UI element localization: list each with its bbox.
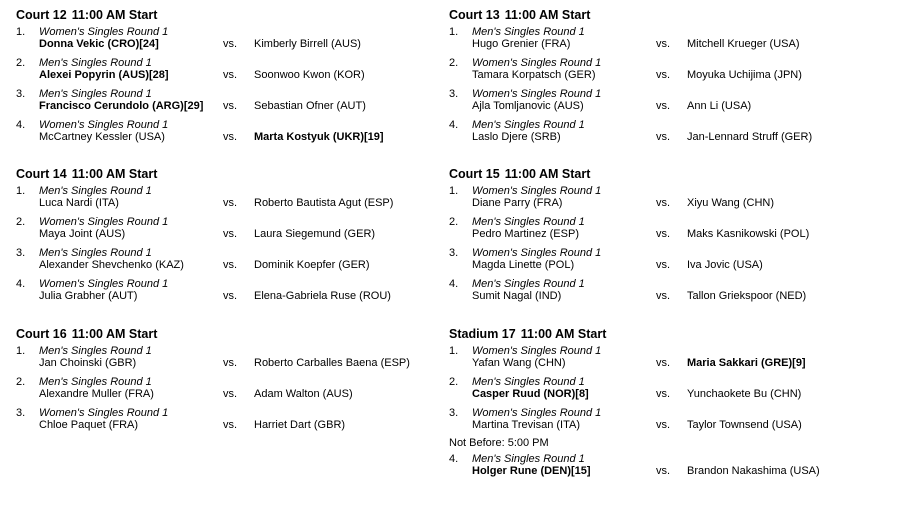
match-row xyxy=(16,373,436,404)
player-two: Elena-Gabriela Ruse (ROU) xyxy=(254,290,391,302)
player-two: Adam Walton (AUS) xyxy=(254,388,353,400)
player-one: Francisco Cerundolo (ARG)[29] xyxy=(39,100,204,112)
versus-label: vs. xyxy=(656,388,671,400)
player-one: Alexandre Muller (FRA) xyxy=(39,388,154,400)
player-one: Casper Ruud (NOR)[8] xyxy=(472,388,589,400)
match-row xyxy=(16,275,436,306)
versus-label: vs. xyxy=(223,388,238,400)
player-one: Holger Rune (DEN)[15] xyxy=(472,465,591,477)
match-round: Men's Singles Round 1 xyxy=(39,185,152,197)
versus-label: vs. xyxy=(223,38,238,50)
court-start-time: 11:00 AM Start xyxy=(520,327,607,341)
court-name: Court 13 xyxy=(449,8,500,22)
match-round: Women's Singles Round 1 xyxy=(472,407,602,419)
player-one: Maya Joint (AUS) xyxy=(39,228,126,240)
player-two: Maria Sakkari (GRE)[9] xyxy=(687,357,806,369)
match-row xyxy=(449,85,869,116)
match-row xyxy=(449,404,869,435)
court-block xyxy=(16,327,436,435)
player-one: Pedro Martinez (ESP) xyxy=(472,228,579,240)
versus-label: vs. xyxy=(223,197,238,209)
match-round: Men's Singles Round 1 xyxy=(39,247,152,259)
player-two: Roberto Carballes Baena (ESP) xyxy=(254,357,410,369)
match-row xyxy=(16,244,436,275)
match-row xyxy=(449,182,869,213)
match-number: 2. xyxy=(449,216,459,228)
player-two: Harriet Dart (GBR) xyxy=(254,419,346,431)
match-round: Men's Singles Round 1 xyxy=(472,26,585,38)
match-row xyxy=(16,23,436,54)
match-row xyxy=(16,404,436,435)
match-row xyxy=(16,342,436,373)
court-block xyxy=(449,8,869,147)
match-number: 3. xyxy=(449,407,459,419)
match-round: Women's Singles Round 1 xyxy=(472,88,602,100)
versus-label: vs. xyxy=(656,38,671,50)
player-two: Xiyu Wang (CHN) xyxy=(687,197,774,209)
not-before-note: Not Before: 5:00 PM xyxy=(449,437,549,449)
player-two: Sebastian Ofner (AUT) xyxy=(254,100,366,112)
versus-label: vs. xyxy=(656,259,671,271)
player-two: Soonwoo Kwon (KOR) xyxy=(254,69,365,81)
match-row xyxy=(449,116,869,147)
match-row xyxy=(449,23,869,54)
player-one: Jan Choinski (GBR) xyxy=(39,357,137,369)
match-number: 3. xyxy=(16,88,26,100)
court-title xyxy=(449,327,869,342)
versus-label: vs. xyxy=(656,228,671,240)
player-two: Iva Jovic (USA) xyxy=(687,259,763,271)
player-one: Alexei Popyrin (AUS)[28] xyxy=(39,69,169,81)
match-number: 1. xyxy=(449,26,459,38)
match-round: Men's Singles Round 1 xyxy=(39,88,152,100)
versus-label: vs. xyxy=(656,357,671,369)
match-row xyxy=(16,116,436,147)
match-round: Women's Singles Round 1 xyxy=(39,119,169,131)
versus-label: vs. xyxy=(223,69,238,81)
player-one: Yafan Wang (CHN) xyxy=(472,357,566,369)
match-number: 2. xyxy=(16,376,26,388)
player-two: Marta Kostyuk (UKR)[19] xyxy=(254,131,384,143)
player-one: Alexander Shevchenko (KAZ) xyxy=(39,259,184,271)
match-row xyxy=(449,342,869,373)
match-round: Women's Singles Round 1 xyxy=(472,247,602,259)
match-row xyxy=(16,85,436,116)
player-one: Luca Nardi (ITA) xyxy=(39,197,119,209)
match-number: 4. xyxy=(449,453,459,465)
match-row xyxy=(16,54,436,85)
match-row xyxy=(16,213,436,244)
court-title xyxy=(449,8,869,23)
match-number: 3. xyxy=(16,247,26,259)
match-number: 4. xyxy=(16,119,26,131)
player-one: Donna Vekic (CRO)[24] xyxy=(39,38,159,50)
player-two: Ann Li (USA) xyxy=(687,100,752,112)
versus-label: vs. xyxy=(656,69,671,81)
player-two: Taylor Townsend (USA) xyxy=(687,419,802,431)
versus-label: vs. xyxy=(656,290,671,302)
match-round: Women's Singles Round 1 xyxy=(39,278,169,290)
court-block xyxy=(449,167,869,306)
match-round: Men's Singles Round 1 xyxy=(39,345,152,357)
versus-label: vs. xyxy=(656,419,671,431)
match-round: Men's Singles Round 1 xyxy=(39,376,152,388)
match-round: Men's Singles Round 1 xyxy=(39,57,152,69)
court-title xyxy=(16,8,436,23)
player-two: Tallon Griekspoor (NED) xyxy=(687,290,807,302)
player-two: Roberto Bautista Agut (ESP) xyxy=(254,197,394,209)
match-row xyxy=(449,373,869,404)
match-number: 2. xyxy=(449,57,459,69)
player-one: Chloe Paquet (FRA) xyxy=(39,419,139,431)
court-block xyxy=(16,8,436,147)
versus-label: vs. xyxy=(223,131,238,143)
match-row xyxy=(449,54,869,85)
court-title xyxy=(16,327,436,342)
court-name: Court 16 xyxy=(16,327,67,341)
player-two: Maks Kasnikowski (POL) xyxy=(687,228,810,240)
match-number: 3. xyxy=(449,247,459,259)
court-block xyxy=(449,327,869,481)
player-one: Martina Trevisan (ITA) xyxy=(472,419,580,431)
court-start-time: 11:00 AM Start xyxy=(504,8,591,22)
match-round: Women's Singles Round 1 xyxy=(472,57,602,69)
match-number: 3. xyxy=(449,88,459,100)
player-one: McCartney Kessler (USA) xyxy=(39,131,165,143)
match-round: Women's Singles Round 1 xyxy=(472,345,602,357)
player-two: Yunchaokete Bu (CHN) xyxy=(687,388,802,400)
player-one: Magda Linette (POL) xyxy=(472,259,575,271)
versus-label: vs. xyxy=(223,357,238,369)
versus-label: vs. xyxy=(656,100,671,112)
player-one: Tamara Korpatsch (GER) xyxy=(472,69,596,81)
court-title xyxy=(449,167,869,182)
versus-label: vs. xyxy=(223,259,238,271)
match-number: 1. xyxy=(449,185,459,197)
match-row xyxy=(449,450,869,481)
match-round: Men's Singles Round 1 xyxy=(472,376,585,388)
player-one: Hugo Grenier (FRA) xyxy=(472,38,571,50)
versus-label: vs. xyxy=(223,290,238,302)
match-round: Women's Singles Round 1 xyxy=(472,185,602,197)
match-row xyxy=(449,275,869,306)
court-title xyxy=(16,167,436,182)
match-number: 2. xyxy=(16,57,26,69)
match-number: 1. xyxy=(16,26,26,38)
match-row xyxy=(449,213,869,244)
match-round: Women's Singles Round 1 xyxy=(39,407,169,419)
player-two: Brandon Nakashima (USA) xyxy=(687,465,820,477)
match-round: Men's Singles Round 1 xyxy=(472,453,585,465)
player-one: Diane Parry (FRA) xyxy=(472,197,563,209)
court-name: Stadium 17 xyxy=(449,327,516,341)
player-one: Julia Grabher (AUT) xyxy=(39,290,138,302)
match-number: 3. xyxy=(16,407,26,419)
match-round: Men's Singles Round 1 xyxy=(472,216,585,228)
match-number: 4. xyxy=(16,278,26,290)
player-two: Moyuka Uchijima (JPN) xyxy=(687,69,802,81)
match-row xyxy=(449,244,869,275)
court-block xyxy=(16,167,436,306)
court-name: Court 12 xyxy=(16,8,67,22)
player-two: Jan-Lennard Struff (GER) xyxy=(687,131,813,143)
match-number: 1. xyxy=(16,345,26,357)
match-round: Women's Singles Round 1 xyxy=(39,26,169,38)
court-start-time: 11:00 AM Start xyxy=(71,8,158,22)
versus-label: vs. xyxy=(656,197,671,209)
player-one: Sumit Nagal (IND) xyxy=(472,290,562,302)
match-number: 4. xyxy=(449,119,459,131)
court-start-time: 11:00 AM Start xyxy=(71,327,158,341)
match-number: 4. xyxy=(449,278,459,290)
versus-label: vs. xyxy=(656,131,671,143)
player-two: Kimberly Birrell (AUS) xyxy=(254,38,361,50)
versus-label: vs. xyxy=(223,100,238,112)
player-two: Laura Siegemund (GER) xyxy=(254,228,376,240)
player-one: Laslo Djere (SRB) xyxy=(472,131,561,143)
match-number: 2. xyxy=(449,376,459,388)
versus-label: vs. xyxy=(223,228,238,240)
court-start-time: 11:00 AM Start xyxy=(71,167,158,181)
match-round: Men's Singles Round 1 xyxy=(472,278,585,290)
versus-label: vs. xyxy=(656,465,671,477)
match-number: 1. xyxy=(16,185,26,197)
match-round: Men's Singles Round 1 xyxy=(472,119,585,131)
player-two: Mitchell Krueger (USA) xyxy=(687,38,800,50)
court-name: Court 15 xyxy=(449,167,500,181)
match-number: 2. xyxy=(16,216,26,228)
player-one: Ajla Tomljanovic (AUS) xyxy=(472,100,584,112)
match-number: 1. xyxy=(449,345,459,357)
player-two: Dominik Koepfer (GER) xyxy=(254,259,370,271)
versus-label: vs. xyxy=(223,419,238,431)
court-name: Court 14 xyxy=(16,167,67,181)
match-row xyxy=(16,182,436,213)
court-start-time: 11:00 AM Start xyxy=(504,167,591,181)
match-round: Women's Singles Round 1 xyxy=(39,216,169,228)
